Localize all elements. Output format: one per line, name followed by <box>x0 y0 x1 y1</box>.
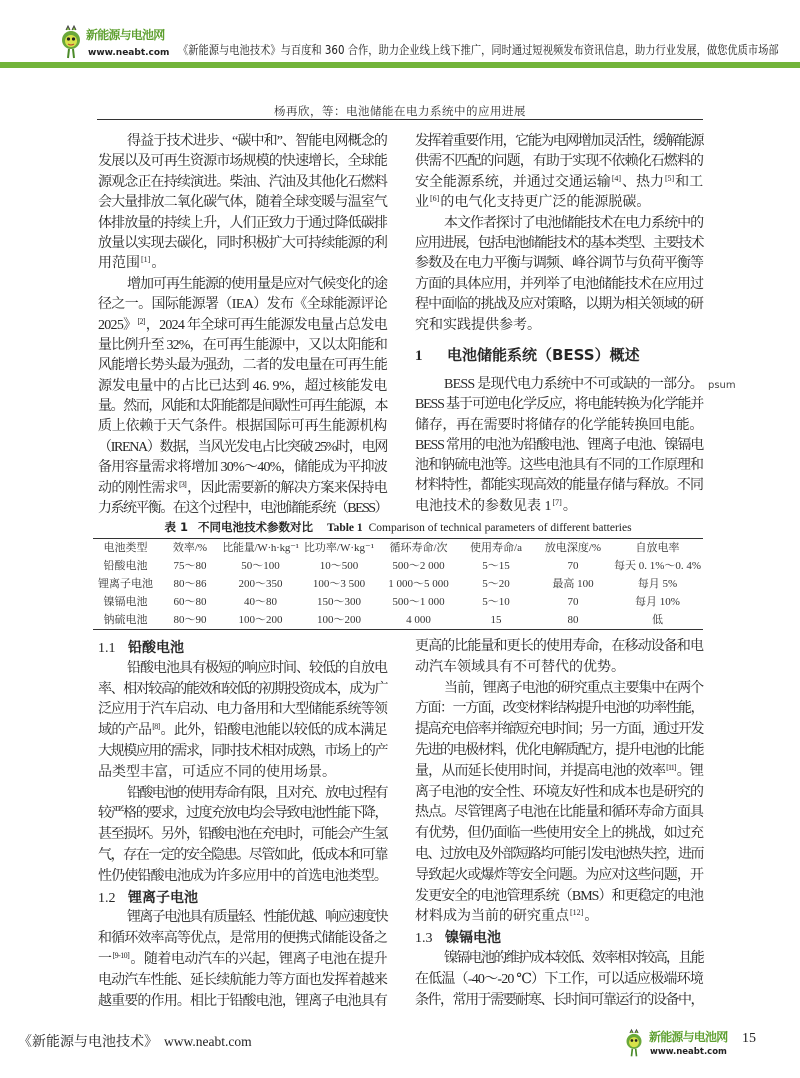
text-run: ，因此需要新的解决方案来保持电 <box>187 480 387 496</box>
logo-url: www.neabt.com <box>88 48 170 58</box>
text-line <box>415 991 703 1012</box>
text-run: BESS 是现代电力系统中不可或缺的一部分。 <box>444 377 703 392</box>
text-line <box>415 762 703 783</box>
text-run: 越重要的作用。相比于铅酸电池，锂离子电池具有 <box>98 993 387 1009</box>
intro-right-column <box>415 132 703 336</box>
citation-ref: [5] <box>664 173 675 183</box>
table-cell: 70 <box>567 560 579 572</box>
text-line <box>415 497 703 517</box>
table-cell: 100～200 <box>238 614 283 626</box>
citation-ref: [2] <box>137 316 145 326</box>
table-row <box>93 557 703 575</box>
table-cell: 500～2 000 <box>392 560 445 572</box>
text-line <box>98 173 387 193</box>
text-line <box>415 173 703 193</box>
text-line <box>98 929 387 950</box>
text-run: 备用容量需求将增加 30%～40%，储能成为平抑波 <box>98 460 387 476</box>
text-run: 储存，再在需要时将储存的化学能转换回电能。 <box>415 417 703 433</box>
text-line <box>415 152 703 172</box>
text-run: 先进的电极材料，优化电解质配方，提升电池的比能 <box>415 742 703 758</box>
table-header-cell: 比能量/W·h·kg⁻¹ <box>222 542 299 554</box>
text-line <box>415 275 703 295</box>
text-run: 材料成为当前的研究重点 <box>415 909 569 925</box>
text-run: 放量以实现去碳化，同时积极扩大可持续能源的利 <box>98 235 387 251</box>
citation-ref: [8] <box>152 722 160 732</box>
text-run: 得益于技术进步、“碳中和”、智能电网概念的 <box>127 134 387 149</box>
text-run: 方面：一方面，改变材料结构提升电池的功率性能， <box>415 701 703 717</box>
citation-ref: [7] <box>552 497 562 507</box>
text-line <box>98 377 387 397</box>
text-line <box>415 375 703 395</box>
text-run: 应用进展，包括电池储能技术的基本类型、主要技术 <box>415 235 703 251</box>
text-line <box>98 479 387 499</box>
table-cell: 5～15 <box>482 560 510 572</box>
table-header-cell: 循环寿命/次 <box>389 542 448 554</box>
table-cell: 100～3 500 <box>312 578 366 590</box>
table-header-cell: 效率/% <box>172 542 208 554</box>
text-line <box>415 637 703 658</box>
text-line <box>415 783 703 804</box>
running-title-rule <box>97 119 703 120</box>
table-header-cell: 自放电率 <box>635 542 680 554</box>
text-line <box>415 949 703 970</box>
text-line <box>98 234 387 254</box>
text-line <box>98 336 387 356</box>
text-run: 发展以及可再生资源市场规模的快速增长，全球能 <box>98 154 387 170</box>
overlay-text: psum <box>708 380 736 391</box>
text-run: 率、相对较高的能效和较低的初期投资成本，成为广 <box>98 681 387 697</box>
left-column-sections <box>98 638 387 1012</box>
text-run: 究和实践提供参考。 <box>415 317 541 333</box>
text-run: 和工 <box>675 174 704 190</box>
text-line <box>98 438 387 458</box>
text-line <box>415 824 703 845</box>
text-run: ，2024 年全球可再生能源发电量占总发电 <box>145 317 387 333</box>
text-run: 参数及在电力平衡与调频、峰谷调节与负荷平衡等 <box>415 256 703 272</box>
text-run: 。锂 <box>676 763 704 779</box>
text-line <box>415 456 703 476</box>
text-run: 导致起火或爆炸等安全问题。为应对这些问题，开 <box>415 867 703 883</box>
table-cell: 70 <box>567 596 579 608</box>
text-run: 气，存在一定的安全隐患。尽管如此，低成本和可靠 <box>98 847 387 863</box>
text-run: 径之一。国际能源署（IEA）发布《全球能源评论 <box>98 297 387 313</box>
text-run: 动汽车领域具有不可替代的优势。 <box>415 659 625 675</box>
table-title-en: Comparison of technical parameters of different batteries <box>368 522 632 534</box>
page-number: 15 <box>742 1031 756 1046</box>
footer-logo[interactable] <box>624 1028 728 1060</box>
text-run: 提高充电倍率并缩短充电时间；另一方面，通过开发 <box>415 722 703 738</box>
section-1-overview <box>415 345 703 517</box>
text-run: 2025》 <box>98 317 137 333</box>
table-row <box>93 575 703 593</box>
logo-name: 新能源与电池网 <box>86 28 165 42</box>
table-row <box>93 611 703 630</box>
text-run: 发挥着重要作用，它能为电网增加灵活性，缓解能源 <box>415 134 703 149</box>
text-run: 。 <box>151 256 166 272</box>
text-run: 发更安全的电池管理系统（BMS）和更稳定的电池 <box>415 888 703 904</box>
table-caption <box>93 521 703 535</box>
text-run: 。 <box>562 498 577 514</box>
text-line <box>415 658 703 679</box>
text-run: 铅酸电池的使用寿命有限，且对充、放电过程有 <box>127 785 387 801</box>
text-line <box>415 193 703 213</box>
text-line <box>415 395 703 415</box>
text-line <box>98 721 387 742</box>
text-line <box>415 845 703 866</box>
text-line <box>98 295 387 315</box>
text-run: 力系统平衡。在这个过程中，电池储能系统（BESS） <box>98 501 387 517</box>
table-header-cell: 放电深度/% <box>544 542 602 554</box>
table-cell: 1 000～5 000 <box>388 578 449 590</box>
table-cell: 80～90 <box>173 614 207 626</box>
text-line <box>98 950 387 971</box>
text-run: 池和钠硫电池等。这些电池具有不同的工作原理和 <box>415 458 703 474</box>
table-cell: 4 000 <box>406 614 431 626</box>
section-title: 镍镉电池 <box>445 930 501 947</box>
text-line <box>98 971 387 992</box>
text-line <box>415 699 703 720</box>
table-cell: 10～500 <box>319 560 359 572</box>
text-line <box>98 992 387 1013</box>
footer-url[interactable]: www.neabt.com <box>164 1034 252 1049</box>
text-run: 热点。尽管锂离子电池在比能量和循环寿命方面具 <box>415 805 703 821</box>
table-cell: 最高 100 <box>552 578 594 590</box>
text-run: 动的刚性需求 <box>98 480 178 496</box>
text-run: 源发电量中的占比已达到 46. 9%，超过核能发电 <box>98 378 387 394</box>
text-line <box>98 275 387 295</box>
table-cell: 锂离子电池 <box>98 578 153 590</box>
table-cell: 铅酸电池 <box>103 560 148 572</box>
text-run: BESS 常用的电池为铅酸电池、锂离子电池、镍镉电 <box>415 437 703 453</box>
text-run: 增加可再生能源的使用量是应对气候变化的途 <box>127 276 387 292</box>
section-title: 铅酸电池 <box>128 640 184 656</box>
text-line <box>98 193 387 213</box>
text-run: 域的产品 <box>98 723 152 739</box>
table-cell: 150～300 <box>317 596 361 608</box>
text-line <box>415 887 703 908</box>
table-cell: 每天 0. 1%～0. 4% <box>613 560 702 572</box>
battery-parameters-table <box>93 538 703 630</box>
text-run: 条件，常用于需要耐寒、长时间可靠运行的设备中， <box>415 992 703 1008</box>
table-cell: 80～86 <box>173 578 207 590</box>
text-line <box>98 132 387 152</box>
text-run: 较严格的要求，过度充放电均会导致电池性能下降， <box>98 806 387 822</box>
text-line <box>415 416 703 436</box>
text-run: 。此外，铅酸电池能以较低的成本满足 <box>160 723 387 739</box>
text-run: BESS 基于可逆电化学反应，将电能转换为化学能并 <box>415 397 703 413</box>
text-run: 一 <box>98 951 112 967</box>
table-cell: 5～10 <box>482 596 510 608</box>
text-run: 质上依赖于天气条件。根据国际可再生能源机构 <box>98 419 387 435</box>
text-line <box>98 846 387 867</box>
citation-ref: [6] <box>430 194 440 204</box>
section-heading <box>98 638 387 659</box>
section-heading <box>98 888 387 909</box>
text-line <box>415 970 703 991</box>
table-cell: 镍镉电池 <box>103 596 148 608</box>
text-line <box>98 397 387 417</box>
text-line <box>98 417 387 437</box>
text-run: 品类型丰富，可适应不同的使用场景。 <box>98 764 336 780</box>
section-number: 1.2 <box>98 890 116 906</box>
text-run: 。 <box>584 909 599 925</box>
section-title: 电池储能系统（BESS）概述 <box>447 346 640 364</box>
text-run: 程中面临的挑战及应对策略，以期为相关领域的研 <box>415 297 703 313</box>
text-line <box>98 499 387 519</box>
text-run: 量，从而延长使用时间，并提高电池的效率 <box>415 763 666 779</box>
table-label-cn: 表 1 <box>164 520 188 534</box>
table-header-cell: 比功率/W·kg⁻¹ <box>303 542 375 554</box>
citation-ref: [9-10] <box>112 950 130 960</box>
citation-ref: [4] <box>611 173 621 183</box>
citation-ref: [11] <box>666 762 676 772</box>
text-run: 源观念正在持续演进。柴油、汽油及其他化石燃料 <box>98 174 387 190</box>
citation-ref: [1] <box>141 255 151 265</box>
text-line <box>98 458 387 478</box>
text-run: 铅酸电池具有极短的响应时间、较低的自放电 <box>127 660 387 676</box>
table-cell: 80 <box>567 614 579 626</box>
text-run: 更高的比能量和更长的使用寿命，在移动设备和电 <box>415 639 703 654</box>
text-run: 电池技术的参数见表 1 <box>415 498 552 514</box>
table-cell: 每月 5% <box>637 578 678 590</box>
site-logo[interactable] <box>60 24 170 64</box>
text-run: 业 <box>415 195 429 211</box>
table-row <box>93 593 703 611</box>
header-divider <box>0 62 800 68</box>
text-run: 会大量排放二氧化碳气体，随着全球变暖与温室气 <box>98 195 387 211</box>
section-number: 1 <box>415 348 423 364</box>
text-line <box>98 763 387 784</box>
text-line <box>415 316 703 336</box>
text-line <box>415 234 703 254</box>
table-cell: 50～100 <box>241 560 280 572</box>
text-line <box>415 679 703 700</box>
text-line <box>98 680 387 701</box>
text-line <box>98 742 387 763</box>
intro-left-column <box>98 132 387 519</box>
text-run: 量。然而，风能和太阳能都是间歇性可再生能源，本 <box>98 399 387 415</box>
table-cell: 5～20 <box>482 578 510 590</box>
text-line <box>415 132 703 152</box>
table-cell: 200～350 <box>238 578 283 590</box>
table-cell: 500～1 000 <box>392 596 445 608</box>
text-run: 方面的具体应用，并列举了电池储能技术在应用过 <box>415 276 703 292</box>
text-run: 离子电池的安全性、环境友好性和成本也是研究的 <box>415 784 703 800</box>
table-cell: 100～200 <box>317 614 361 626</box>
text-run: 用范围 <box>98 256 140 272</box>
table-cell: 15 <box>490 614 502 626</box>
text-run: 在低温（-40～-20 ℃）下工作，可以适应极端环境 <box>415 971 703 987</box>
mascot-logo-icon <box>624 1028 644 1058</box>
text-run: 供需不匹配的问题，有助于实现不依赖化石燃料的 <box>415 154 703 170</box>
text-line <box>415 720 703 741</box>
text-line <box>415 254 703 274</box>
text-run: 性仍使铅酸电池成为许多应用中的首选电池类型。 <box>98 868 387 884</box>
section-number: 1.1 <box>98 641 116 656</box>
text-run: 电动汽车性能、延长续航能力等方面也发挥着越来 <box>98 972 387 988</box>
citation-ref: [12] <box>570 908 584 918</box>
table-label-en: Table 1 <box>326 522 363 534</box>
table-cell: 每月 10% <box>635 596 680 608</box>
table-title-cn: 不同电池技术参数对比 <box>197 520 313 534</box>
text-line <box>98 659 387 680</box>
text-line <box>98 867 387 888</box>
text-run: 。随着电动汽车的兴起，锂离子电池在提升 <box>130 951 387 967</box>
table-header-cell: 使用寿命/a <box>470 542 522 554</box>
text-line <box>98 825 387 846</box>
section-title: 锂离子电池 <box>128 889 198 906</box>
text-run: 安全能源系统，并通过交通运输 <box>415 174 611 190</box>
table-cell: 75～80 <box>173 560 207 572</box>
table-cell: 40～80 <box>244 596 277 608</box>
text-line <box>98 700 387 721</box>
text-line <box>98 152 387 172</box>
text-line <box>415 295 703 315</box>
text-line <box>415 803 703 824</box>
text-line <box>98 804 387 825</box>
text-line <box>415 214 703 234</box>
text-run: 电、过放电及外部短路均可能引发电池热失控，进而 <box>415 846 703 862</box>
text-line <box>98 254 387 274</box>
table-cell: 60～80 <box>173 596 207 608</box>
footer-journal-name: 《新能源与电池技术》 <box>18 1035 158 1050</box>
text-line <box>98 214 387 234</box>
text-run: 镍镉电池的维护成本较低、效率相对较高，且能 <box>444 950 703 966</box>
text-run: 量比例升至 32%，在可再生能源中，又以太阳能和 <box>98 337 387 353</box>
text-line <box>98 908 387 929</box>
text-run: 材料特性，都能实现高效的能量存储与释放。不同 <box>415 478 703 494</box>
text-run: 甚至损坏。另外，铅酸电池在充电时，可能会产生氢 <box>98 827 387 843</box>
text-line <box>415 741 703 762</box>
section-heading <box>415 345 703 375</box>
table-cell: 钠硫电池 <box>103 614 148 626</box>
text-line <box>98 316 387 336</box>
text-run: 的电气化支持更广泛的能源脱碳。 <box>440 195 651 211</box>
text-line <box>415 907 703 928</box>
text-run: 本文作者探讨了电池储能技术在电力系统中的 <box>444 215 703 231</box>
mascot-logo-icon <box>60 24 82 60</box>
text-line <box>98 356 387 376</box>
table-header-cell: 电池类型 <box>103 542 148 554</box>
text-run: 锂离子电池具有质量轻、性能优越、响应速度快 <box>127 910 387 926</box>
text-run: 风能增长势头最为强劲，二者的发电量在可再生能 <box>98 358 387 374</box>
text-line <box>415 866 703 887</box>
text-run: 泛应用于汽车启动、电力备用和大型储能系统等领 <box>98 702 387 718</box>
logo-url: www.neabt.com <box>650 1047 727 1057</box>
text-run: 当前，锂离子电池的研究重点主要集中在两个 <box>444 680 703 696</box>
section-number: 1.3 <box>415 931 433 947</box>
footer-journal <box>18 1031 252 1051</box>
running-title: 杨再欣，等：电池储能在电力系统中的应用进展 <box>274 106 526 118</box>
text-line <box>415 436 703 456</box>
header-banner: 《新能源与电池技术》与百度和 360 合作，助力企业线上线下推广，同时通过短视频发布资讯信息，助力行业发展，做您优质市场部 <box>178 43 779 57</box>
section-heading <box>415 928 703 949</box>
table-cell: 低 <box>652 614 663 626</box>
text-run: 体排放量的持续上升，人们正致力于通过降低碳排 <box>98 215 387 231</box>
text-run: 有优势，但仍面临一些使用安全上的挑战，如过充 <box>415 826 703 842</box>
text-line <box>98 784 387 805</box>
table-header-row <box>93 539 703 558</box>
text-line <box>415 476 703 496</box>
text-run: （IRENA）数据，当风光发电占比突破 25%时，电网 <box>98 439 387 455</box>
citation-ref: [3] <box>178 479 187 489</box>
text-run: 和循环效率高等优点，是常用的便携式储能设备之 <box>98 931 387 947</box>
logo-name: 新能源与电池网 <box>649 1030 728 1044</box>
text-run: 大规模应用的需求，同时技术相对成熟，市场上的产 <box>98 743 387 759</box>
text-run: 、热力 <box>621 174 664 190</box>
right-column-sections <box>415 637 703 1011</box>
